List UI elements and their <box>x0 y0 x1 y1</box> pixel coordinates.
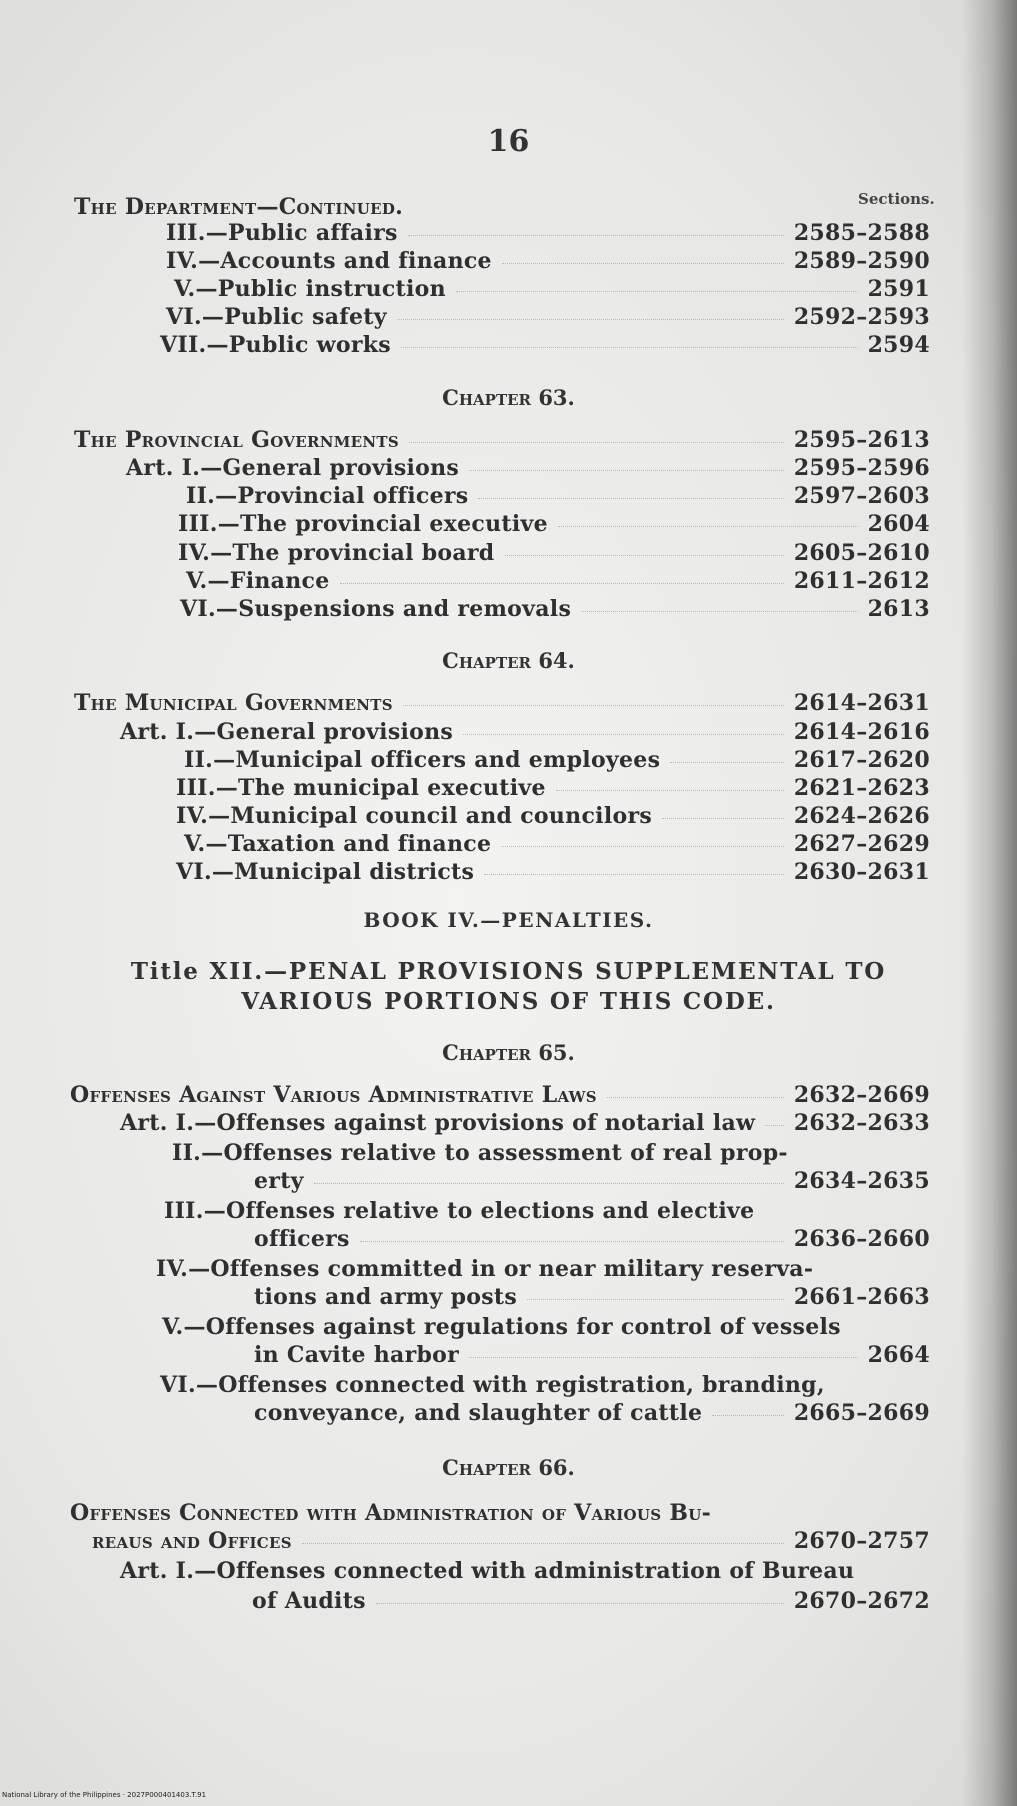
dot-leader <box>408 235 784 236</box>
dot-leader <box>376 1603 784 1604</box>
toc-sections: 2634–2635 <box>793 1168 930 1194</box>
toc-label: IV.—Accounts and finance <box>166 248 492 274</box>
toc-row <box>126 455 930 481</box>
toc-wrap-line: II.—Offenses relative to assessment of real prop- <box>172 1140 788 1166</box>
toc-row <box>254 1342 930 1368</box>
toc-row <box>252 1588 930 1614</box>
toc-label: VI.—Public safety <box>166 304 387 330</box>
dot-leader <box>302 1543 784 1544</box>
toc-sections: 2595–2613 <box>793 427 930 453</box>
toc-row <box>180 596 930 622</box>
dot-leader <box>558 526 858 527</box>
toc-label: IV.—Municipal council and councilors <box>176 803 653 829</box>
dot-leader <box>502 263 784 264</box>
dot-leader <box>409 442 784 443</box>
dot-leader <box>340 583 784 584</box>
toc-sections: 2624–2626 <box>793 803 930 829</box>
chapter-66-heading: Chapter 66. <box>442 1455 575 1480</box>
toc-label: The Municipal Governments <box>74 690 393 716</box>
toc-label: reaus and Offices <box>92 1528 292 1554</box>
toc-row <box>92 1528 930 1554</box>
toc-sections: 2592–2593 <box>793 304 930 330</box>
toc-wrap-line: VI.—Offenses connected with registration, branding, <box>160 1372 825 1398</box>
dot-leader <box>469 1357 858 1358</box>
toc-sections: 2585–2588 <box>793 220 930 246</box>
dot-leader <box>765 1125 784 1126</box>
toc-row <box>176 859 930 885</box>
toc-sections: 2670–2757 <box>793 1528 930 1554</box>
toc-row <box>186 483 930 509</box>
title-heading-line-1: Title XII.—PENAL PROVISIONS SUPPLEMENTAL TO <box>130 958 887 985</box>
toc-sections: 2632–2633 <box>793 1110 930 1136</box>
toc-sections: 2589–2590 <box>793 248 930 274</box>
toc-sections: 2613 <box>867 596 930 622</box>
scan-footer-text: National Library of the Philippines · 2027P000401403.T.91 <box>2 1791 207 1799</box>
toc-row <box>176 775 930 801</box>
toc-row <box>174 276 930 302</box>
toc-sections: 2591 <box>867 276 930 302</box>
toc-label: Art. I.—Offenses against provisions of notarial law <box>120 1110 756 1136</box>
toc-sections: 2661–2663 <box>793 1284 930 1310</box>
toc-sections: 2594 <box>867 332 930 358</box>
dot-leader <box>712 1415 784 1416</box>
dot-leader <box>484 874 784 875</box>
toc-sections: 2605–2610 <box>793 540 930 566</box>
toc-row <box>166 304 930 330</box>
toc-sections: 2632–2669 <box>793 1082 930 1108</box>
toc-row <box>166 220 930 246</box>
toc-sections: 2627–2629 <box>793 831 930 857</box>
dot-leader <box>505 555 784 556</box>
toc-sections: 2630–2631 <box>793 859 930 885</box>
dot-leader <box>456 291 858 292</box>
page-number: 16 <box>487 124 530 159</box>
dot-leader <box>607 1097 784 1098</box>
toc-row <box>254 1226 930 1252</box>
dot-leader <box>360 1241 784 1242</box>
toc-row <box>160 332 930 358</box>
toc-label: III.—The provincial executive <box>178 511 548 537</box>
dot-leader <box>403 705 784 706</box>
toc-sections: 2617–2620 <box>793 747 930 773</box>
toc-row <box>74 427 930 453</box>
toc-row <box>184 747 930 773</box>
toc-label: II.—Municipal officers and employees <box>184 747 661 773</box>
dot-leader <box>463 734 784 735</box>
toc-wrap-line: V.—Offenses against regulations for control of vessels <box>162 1314 841 1340</box>
toc-row <box>120 1110 930 1136</box>
toc-row <box>120 719 930 745</box>
dot-leader <box>670 762 784 763</box>
toc-label: conveyance, and slaughter of cattle <box>254 1400 703 1426</box>
toc-label: of Audits <box>252 1588 366 1614</box>
toc-wrap-line: IV.—Offenses committed in or near military reserva- <box>156 1256 814 1282</box>
toc-row <box>74 690 930 716</box>
chapter-65-heading: Chapter 65. <box>442 1040 575 1065</box>
dot-leader <box>314 1183 784 1184</box>
toc-label: V.—Taxation and finance <box>184 831 492 857</box>
toc-wrap-line: Art. I.—Offenses connected with administration of Bureau <box>120 1558 855 1584</box>
toc-sections: 2614–2616 <box>793 719 930 745</box>
toc-sections: 2665–2669 <box>793 1400 930 1426</box>
toc-sections: 2664 <box>867 1342 930 1368</box>
toc-sections: 2611–2612 <box>793 568 930 594</box>
toc-label: VI.—Municipal districts <box>176 859 475 885</box>
toc-label: erty <box>254 1168 304 1194</box>
toc-row <box>70 1082 930 1108</box>
dot-leader <box>397 319 784 320</box>
toc-sections: 2621–2623 <box>793 775 930 801</box>
toc-sections: 2604 <box>867 511 930 537</box>
toc-label: officers <box>254 1226 350 1252</box>
book-heading: BOOK IV.—PENALTIES. <box>363 908 654 932</box>
toc-row <box>166 248 930 274</box>
toc-label: in Cavite harbor <box>254 1342 460 1368</box>
toc-label: III.—The municipal executive <box>176 775 546 801</box>
dot-leader <box>556 790 784 791</box>
toc-label: V.—Public instruction <box>174 276 446 302</box>
toc-sections: 2597–2603 <box>793 483 930 509</box>
toc-wrap-line: Offenses Connected with Administration of Various Bu- <box>70 1500 712 1526</box>
toc-row <box>184 831 930 857</box>
dot-leader <box>469 470 784 471</box>
toc-row <box>254 1284 930 1310</box>
toc-label: Offenses Against Various Administrative Laws <box>70 1082 597 1108</box>
toc-row <box>178 511 930 537</box>
department-heading: The Department—Continued. <box>74 194 404 220</box>
toc-label: tions and army posts <box>254 1284 518 1310</box>
dot-leader <box>478 498 783 499</box>
toc-label: V.—Finance <box>186 568 330 594</box>
toc-label: II.—Provincial officers <box>186 483 469 509</box>
toc-row <box>178 540 930 566</box>
title-heading-line-2: VARIOUS PORTIONS OF THIS CODE. <box>241 988 776 1015</box>
chapter-64-heading: Chapter 64. <box>442 648 575 673</box>
toc-row <box>254 1168 930 1194</box>
dot-leader <box>662 818 784 819</box>
toc-label: VII.—Public works <box>160 332 391 358</box>
toc-sections: 2614–2631 <box>793 690 930 716</box>
toc-label: Art. I.—General provisions <box>120 719 454 745</box>
page-edge-shadow <box>962 0 1017 1806</box>
dot-leader <box>501 846 784 847</box>
toc-sections: 2595–2596 <box>793 455 930 481</box>
toc-sections: 2670–2672 <box>793 1588 930 1614</box>
toc-label: IV.—The provincial board <box>178 540 495 566</box>
toc-wrap-line: III.—Offenses relative to elections and elective <box>164 1198 755 1224</box>
toc-sections: 2636–2660 <box>793 1226 930 1252</box>
toc-label: VI.—Suspensions and removals <box>180 596 572 622</box>
toc-row <box>176 803 930 829</box>
toc-label: III.—Public affairs <box>166 220 398 246</box>
toc-row <box>186 568 930 594</box>
toc-label: Art. I.—General provisions <box>126 455 460 481</box>
toc-row <box>254 1400 930 1426</box>
dot-leader <box>581 611 857 612</box>
toc-label: The Provincial Governments <box>74 427 399 453</box>
chapter-63-heading: Chapter 63. <box>442 385 575 410</box>
dot-leader <box>527 1299 784 1300</box>
dot-leader <box>401 347 858 348</box>
sections-column-label: Sections. <box>858 190 935 208</box>
